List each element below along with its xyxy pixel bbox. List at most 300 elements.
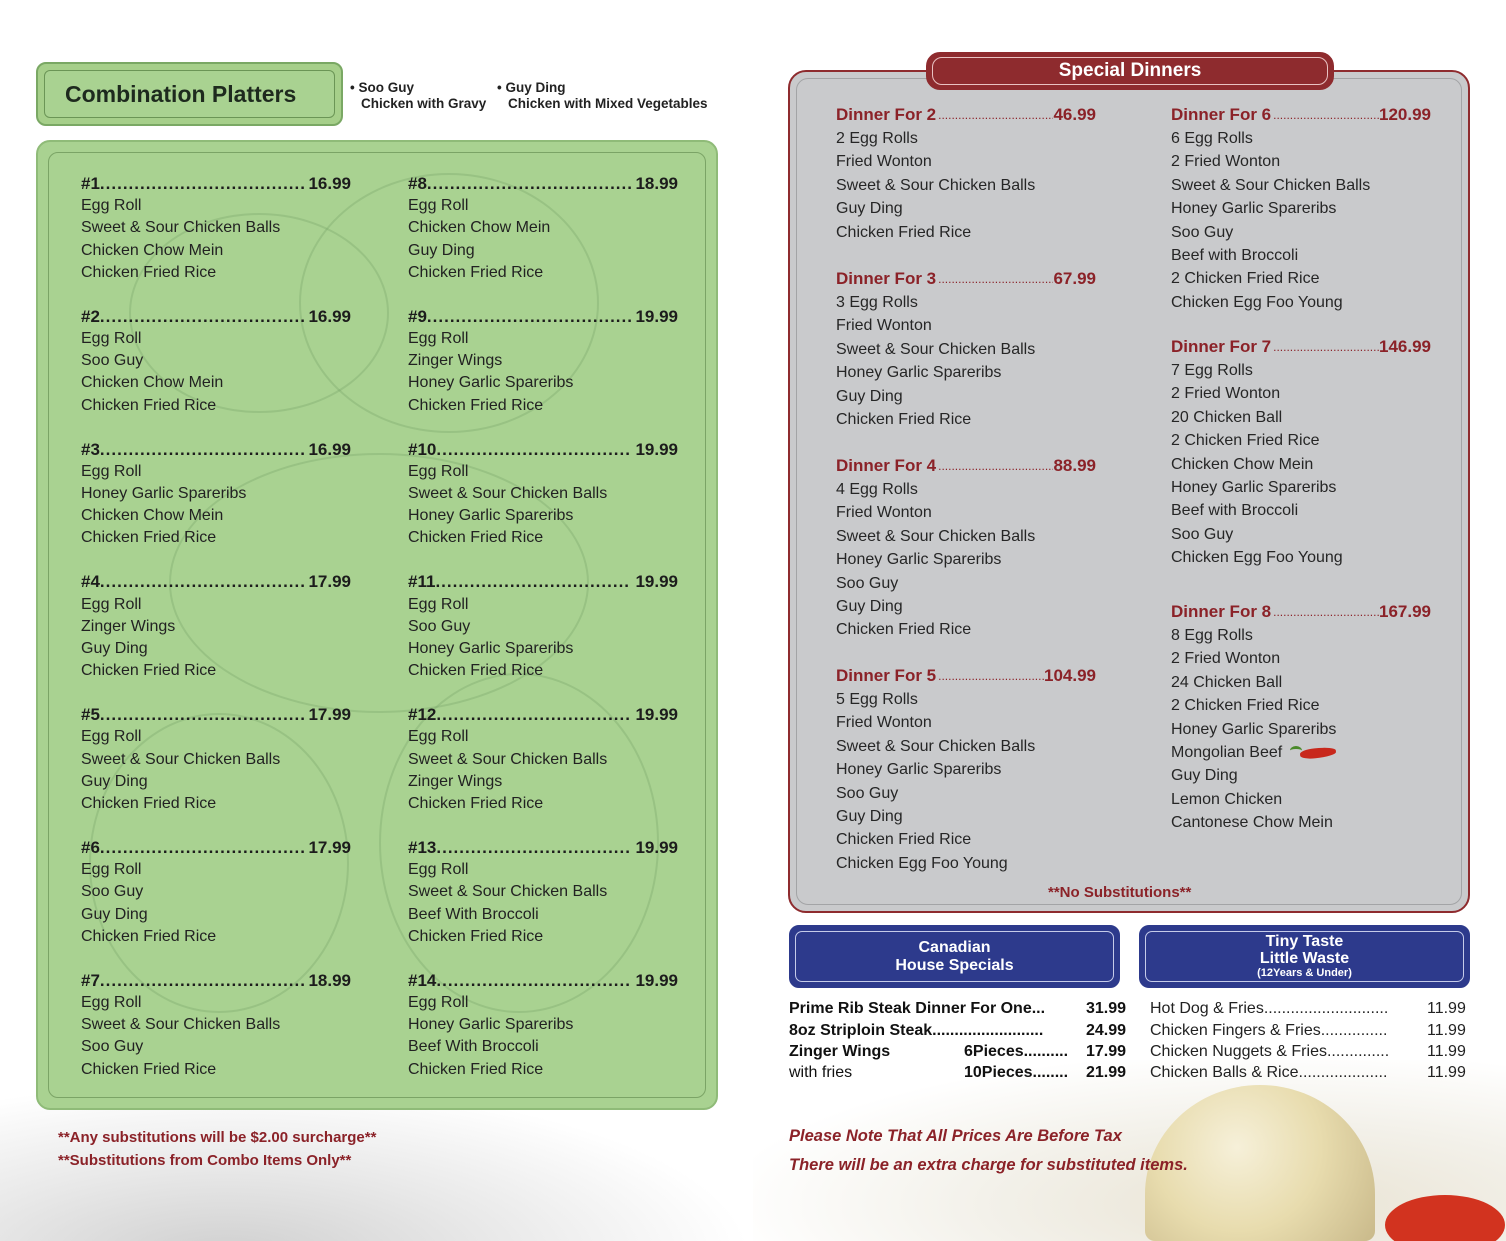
dinner-item-label: Guy Ding xyxy=(1171,767,1238,785)
special-dinner xyxy=(836,267,1096,431)
platter-number: #5 xyxy=(81,705,100,725)
dinner-item-label: Sweet & Sour Chicken Balls xyxy=(836,176,1036,194)
dinner-header xyxy=(1171,335,1431,359)
surcharge-note: **Any substitutions will be $2.00 surcharge** xyxy=(58,1129,377,1146)
platter-item: Guy Ding xyxy=(81,772,148,790)
platter-number: #7 xyxy=(81,970,100,990)
platter-item: Zinger Wings xyxy=(81,617,176,635)
platter-item: Chicken Fried Rice xyxy=(408,529,544,547)
platter-item: Sweet & Sour Chicken Balls xyxy=(81,750,281,768)
dinner-item-label: 3 Egg Rolls xyxy=(836,294,918,311)
dinner-item xyxy=(1171,764,1431,787)
combo-platter xyxy=(408,173,678,284)
dinner-item xyxy=(836,805,1096,828)
platter-item: Soo Guy xyxy=(81,1038,144,1056)
dinner-item xyxy=(836,408,1096,431)
platter-number: #14 xyxy=(408,970,437,990)
platter-item: Chicken Chow Mein xyxy=(81,507,224,525)
dinner-header xyxy=(836,664,1096,688)
platter-price: 19.99 xyxy=(635,439,678,459)
platter-number: #6 xyxy=(81,838,100,857)
platter-header xyxy=(408,970,678,992)
dinner-item-label: Sweet & Sour Chicken Balls xyxy=(836,340,1036,358)
item-price: 31.99 xyxy=(1086,1000,1127,1017)
dinner-item-label: 5 Egg Rolls xyxy=(836,691,918,708)
dinner-item xyxy=(836,197,1096,220)
dinner-item xyxy=(1171,174,1431,197)
platter-item: Chicken Chow Mein xyxy=(81,241,224,259)
dinner-item-label: Fried Wonton xyxy=(836,504,932,522)
platter-item: Chicken Fried Rice xyxy=(81,263,217,281)
platter-item: Egg Roll xyxy=(408,197,469,215)
dinner-item xyxy=(1171,624,1431,647)
dinner-item-label: 2 Chicken Fried Rice xyxy=(1171,432,1320,450)
special-dinner xyxy=(1171,600,1431,835)
item-qty: 6Pieces.......... xyxy=(964,1043,1069,1060)
dinner-item-label: Honey Garlic Spareribs xyxy=(836,551,1002,569)
platter-price: 18.99 xyxy=(308,970,351,990)
combo-platter xyxy=(81,970,351,1081)
dinner-item xyxy=(836,735,1096,758)
leader-dots xyxy=(936,454,1053,478)
platter-header xyxy=(408,837,678,859)
item-name: 8oz Striploin Steak......................... xyxy=(789,1022,1044,1039)
platter-header xyxy=(81,571,351,593)
kids-price: 11.99 xyxy=(1427,1000,1466,1017)
dinner-item xyxy=(836,852,1096,875)
dinner-header xyxy=(836,103,1096,127)
dinner-item-label: 20 Chicken Ball xyxy=(1171,408,1283,426)
item-name: Prime Rib Steak Dinner For One... xyxy=(789,1000,1046,1017)
kids-age-note: (12Years & Under) xyxy=(1257,967,1352,979)
dinner-item-label: Mongolian Beef xyxy=(1171,744,1283,762)
platter-header xyxy=(81,173,351,195)
dinner-item-label: Chicken Egg Foo Young xyxy=(1171,549,1343,567)
platter-item: Beef With Broccoli xyxy=(408,905,539,923)
dinner-item xyxy=(836,525,1096,548)
platter-price: 17.99 xyxy=(308,705,351,725)
dinner-header xyxy=(1171,600,1431,624)
dinner-item-label: Chicken Fried Rice xyxy=(836,831,972,849)
platter-item: Egg Roll xyxy=(408,994,469,1011)
dinner-item-label: Beef with Broccoli xyxy=(1171,247,1299,265)
dinner-item-label: 2 Chicken Fried Rice xyxy=(1171,270,1320,288)
kids-row: Chicken Nuggets & Fries.............. xyxy=(1150,1043,1390,1060)
dinner-price: 146.99 xyxy=(1379,337,1431,356)
dinner-name: Dinner For 5 xyxy=(836,666,937,685)
dinner-item xyxy=(836,595,1096,618)
dinner-item xyxy=(1171,476,1431,499)
platter-price: 16.99 xyxy=(308,174,351,193)
canadian-title-1: Canadian xyxy=(918,938,991,956)
platter-item: Chicken Fried Rice xyxy=(81,927,217,945)
dinner-item-label: Honey Garlic Spareribs xyxy=(836,364,1002,382)
combo-notes xyxy=(58,1126,376,1172)
platter-item: Chicken Fried Rice xyxy=(81,1060,217,1078)
dinner-item-label: Sweet & Sour Chicken Balls xyxy=(1171,176,1371,194)
dinner-item xyxy=(836,501,1096,524)
dinner-item xyxy=(836,361,1096,384)
dinner-item xyxy=(1171,429,1431,452)
platter-item: Chicken Fried Rice xyxy=(81,795,217,812)
dinner-item xyxy=(836,711,1096,734)
no-substitutions-note: **No Substitutions** xyxy=(1048,884,1192,901)
dinner-item xyxy=(836,688,1096,711)
platter-item: Egg Roll xyxy=(408,595,469,613)
dinner-item xyxy=(1171,523,1431,546)
combo-platter xyxy=(81,704,351,815)
platter-item: Chicken Fried Rice xyxy=(408,263,544,281)
dinner-price: 67.99 xyxy=(1053,269,1096,288)
dinner-item-label: 2 Fried Wonton xyxy=(1171,385,1281,403)
leader-dots xyxy=(436,439,631,461)
combo-platter xyxy=(408,704,678,815)
special-dinner xyxy=(1171,335,1431,570)
platter-item: Sweet & Sour Chicken Balls xyxy=(81,1016,281,1034)
dinner-item xyxy=(1171,406,1431,429)
dinner-item-label: Soo Guy xyxy=(836,574,899,592)
dinner-name: Dinner For 7 xyxy=(1171,337,1272,356)
platter-item: Egg Roll xyxy=(408,330,469,347)
dinner-item-label: 2 Fried Wonton xyxy=(1171,153,1281,171)
platter-item: Egg Roll xyxy=(408,728,469,746)
platter-price: 19.99 xyxy=(635,838,678,857)
dinner-item-label: Guy Ding xyxy=(836,200,903,218)
platter-item: Honey Garlic Spareribs xyxy=(408,374,574,392)
platter-item: Honey Garlic Spareribs xyxy=(408,1016,574,1034)
platter-item: Chicken Fried Rice xyxy=(408,927,544,945)
dinner-price: 104.99 xyxy=(1044,666,1096,685)
legend-desc: Chicken with Mixed Vegetables xyxy=(508,96,708,111)
combo-platter xyxy=(81,306,351,417)
item-qty: 10Pieces........ xyxy=(964,1064,1069,1081)
dinner-item-label: Chicken Fried Rice xyxy=(836,223,972,241)
platter-item: Guy Ding xyxy=(81,640,148,657)
platter-item: Egg Roll xyxy=(81,994,142,1011)
dinner-item-label: Soo Guy xyxy=(836,784,899,802)
dinner-item xyxy=(836,782,1096,805)
dinner-item xyxy=(1171,267,1431,290)
item-price: 17.99 xyxy=(1086,1043,1127,1060)
platter-number: #8 xyxy=(408,174,427,193)
dinner-item xyxy=(1171,718,1431,741)
dinner-item-label: Soo Guy xyxy=(1171,223,1234,241)
special-dinners-title: Special Dinners xyxy=(932,57,1328,85)
combo-platter xyxy=(408,571,678,682)
dinner-name: Dinner For 2 xyxy=(836,105,937,124)
leader-dots xyxy=(100,704,305,726)
canadian-row xyxy=(789,1000,1045,1018)
dinner-price: 120.99 xyxy=(1379,105,1431,124)
platter-header xyxy=(408,439,678,461)
dinner-item xyxy=(1171,694,1431,717)
leader-dots xyxy=(1271,103,1379,127)
special-dinner xyxy=(836,664,1096,875)
legend-item-guy-ding: • Guy Ding Chicken with Mixed Vegetables xyxy=(497,80,708,111)
combo-title: Combination Platters xyxy=(44,70,335,118)
dinner-item-label: Beef with Broccoli xyxy=(1171,502,1299,520)
canadian-row xyxy=(789,1043,890,1061)
dinner-item-label: Fried Wonton xyxy=(836,153,932,171)
platter-item: Chicken Fried Rice xyxy=(408,1060,544,1078)
platter-header xyxy=(408,306,678,328)
dinner-item xyxy=(1171,647,1431,670)
platter-header xyxy=(81,704,351,726)
platter-item: Egg Roll xyxy=(81,462,142,480)
leader-dots xyxy=(100,837,305,859)
kids-row: Chicken Fingers & Fries............... xyxy=(1150,1022,1388,1039)
dinner-item-label: Sweet & Sour Chicken Balls xyxy=(836,737,1036,755)
platter-item: Soo Guy xyxy=(81,352,144,370)
dinner-item-label: Cantonese Chow Mein xyxy=(1171,814,1333,832)
platter-price: 19.99 xyxy=(635,306,678,326)
leader-dots xyxy=(100,173,305,195)
combo-platter xyxy=(408,306,678,417)
special-dinner xyxy=(1171,103,1431,314)
dinner-item xyxy=(836,338,1096,361)
dinner-item xyxy=(1171,244,1431,267)
platter-price: 19.99 xyxy=(635,572,678,592)
platter-number: #10 xyxy=(408,439,437,459)
kids-menu-header xyxy=(1139,925,1470,988)
dinner-item-label: Chicken Chow Mein xyxy=(1171,455,1314,473)
dinner-item-label: Fried Wonton xyxy=(836,317,932,335)
dinner-name: Dinner For 8 xyxy=(1171,602,1272,621)
dinner-item-label: Chicken Egg Foo Young xyxy=(836,854,1008,872)
leader-dots xyxy=(100,970,305,992)
platter-number: #3 xyxy=(81,439,100,459)
legend-name: Guy Ding xyxy=(505,80,566,95)
legend-desc: Chicken with Gravy xyxy=(361,96,487,111)
leader-dots xyxy=(427,306,632,328)
dinner-item xyxy=(836,828,1096,851)
combo-platter xyxy=(81,173,351,284)
leader-dots xyxy=(435,571,631,593)
platter-header xyxy=(81,837,351,859)
canadian-row xyxy=(789,1022,1043,1040)
platter-item: Honey Garlic Spareribs xyxy=(408,507,574,525)
dinner-item-label: Honey Garlic Spareribs xyxy=(1171,720,1337,738)
kids-row: Hot Dog & Fries............................ xyxy=(1150,1000,1389,1017)
platter-item: Chicken Fried Rice xyxy=(408,396,544,414)
platter-header xyxy=(408,173,678,195)
platter-header xyxy=(81,306,351,328)
dinner-item xyxy=(1171,150,1431,173)
dinner-item xyxy=(836,758,1096,781)
platter-number: #12 xyxy=(408,705,437,725)
platter-number: #1 xyxy=(81,174,100,193)
platter-item: Chicken Fried Rice xyxy=(81,396,217,414)
dinner-item-label: Chicken Fried Rice xyxy=(836,621,972,639)
platter-item: Honey Garlic Spareribs xyxy=(408,640,574,657)
special-dinners-tab xyxy=(926,52,1334,90)
platter-item: Chicken Fried Rice xyxy=(408,795,544,812)
dinner-item-label: Soo Guy xyxy=(1171,525,1234,543)
leader-dots xyxy=(1271,600,1379,624)
platter-header xyxy=(408,704,678,726)
leader-dots xyxy=(100,439,305,461)
combo-platter xyxy=(408,837,678,948)
dinner-item-label: Guy Ding xyxy=(836,808,903,826)
dinner-item xyxy=(836,127,1096,150)
dinner-header xyxy=(836,454,1096,478)
platter-number: #2 xyxy=(81,306,100,326)
platter-item: Egg Roll xyxy=(408,861,469,879)
dinner-item xyxy=(836,548,1096,571)
platter-number: #13 xyxy=(408,838,437,857)
dinner-item xyxy=(836,150,1096,173)
kids-title-2: Little Waste xyxy=(1259,950,1350,967)
combo-platter xyxy=(81,439,351,550)
combo-platter xyxy=(81,571,351,682)
platter-price: 16.99 xyxy=(308,439,351,459)
platter-item: Egg Roll xyxy=(81,861,142,879)
dinner-name: Dinner For 6 xyxy=(1171,105,1272,124)
dinner-item xyxy=(1171,788,1431,811)
platter-item: Guy Ding xyxy=(408,241,475,259)
platter-item: Egg Roll xyxy=(81,330,142,347)
dinner-item xyxy=(1171,382,1431,405)
canadian-title-2: House Specials xyxy=(895,956,1014,974)
dinner-header xyxy=(836,267,1096,291)
platter-header xyxy=(408,571,678,593)
tax-note: Please Note That All Prices Are Before Tax xyxy=(789,1127,1122,1145)
dinner-item-label: Chicken Egg Foo Young xyxy=(1171,293,1343,311)
leader-dots xyxy=(1271,335,1379,359)
combo-only-note: **Substitutions from Combo Items Only** xyxy=(58,1152,352,1169)
platter-item: Zinger Wings xyxy=(408,772,503,790)
platter-number: #4 xyxy=(81,572,100,592)
dinner-item-label: Guy Ding xyxy=(836,387,903,405)
platter-item: Sweet & Sour Chicken Balls xyxy=(408,485,608,502)
dinner-name: Dinner For 3 xyxy=(836,269,937,288)
platter-price: 16.99 xyxy=(308,306,351,326)
platter-header xyxy=(81,439,351,461)
dinner-item-label: 8 Egg Rolls xyxy=(1171,627,1253,644)
platter-item: Guy Ding xyxy=(81,905,148,923)
kids-price: 11.99 xyxy=(1427,1043,1466,1060)
leader-dots xyxy=(100,306,305,328)
dinner-item xyxy=(1171,546,1431,569)
dinner-item-label: 2 Fried Wonton xyxy=(1171,650,1281,668)
combo-platter xyxy=(408,970,678,1081)
platter-item: Sweet & Sour Chicken Balls xyxy=(408,750,608,768)
leader-dots xyxy=(427,173,632,195)
dinner-item-label: 2 Chicken Fried Rice xyxy=(1171,697,1320,715)
dinner-item-label: 6 Egg Rolls xyxy=(1171,130,1253,147)
dinner-price: 88.99 xyxy=(1053,456,1096,475)
platter-item: Egg Roll xyxy=(81,728,142,746)
item-price: 21.99 xyxy=(1086,1064,1127,1081)
platter-item: Soo Guy xyxy=(81,883,144,901)
dinner-item xyxy=(836,385,1096,408)
canadian-specials-header xyxy=(789,925,1120,988)
dinner-item-label: Honey Garlic Spareribs xyxy=(836,761,1002,779)
platter-item: Honey Garlic Spareribs xyxy=(81,485,247,502)
dinner-item xyxy=(1171,671,1431,694)
dinner-item-label: Honey Garlic Spareribs xyxy=(1171,200,1337,218)
leader-dots xyxy=(100,571,305,593)
platter-item: Sweet & Sour Chicken Balls xyxy=(81,219,281,237)
platter-item: Chicken Chow Mein xyxy=(81,374,224,392)
combo-title-box xyxy=(36,62,343,126)
dinner-item xyxy=(836,478,1096,501)
canadian-row xyxy=(789,1064,852,1082)
substitution-charge-note: There will be an extra charge for substituted items. xyxy=(789,1156,1188,1174)
dinner-item xyxy=(836,572,1096,595)
special-dinner xyxy=(836,454,1096,642)
dinner-item xyxy=(1171,499,1431,522)
platter-item: Beef With Broccoli xyxy=(408,1038,539,1056)
dinner-item xyxy=(1171,359,1431,382)
platter-item: Chicken Fried Rice xyxy=(81,662,217,680)
platter-item: Egg Roll xyxy=(408,462,469,480)
dinner-price: 167.99 xyxy=(1379,602,1431,621)
kids-price: 11.99 xyxy=(1427,1064,1466,1081)
dinner-item-label: 4 Egg Rolls xyxy=(836,481,918,498)
legend-name: Soo Guy xyxy=(358,80,414,95)
dinner-item xyxy=(836,291,1096,314)
dinner-item-label: Sweet & Sour Chicken Balls xyxy=(836,527,1036,545)
dinner-item xyxy=(836,174,1096,197)
dinner-item xyxy=(1171,291,1431,314)
platter-header xyxy=(81,970,351,992)
kids-title-1: Tiny Taste xyxy=(1265,933,1344,950)
leader-dots xyxy=(936,664,1044,688)
platter-number: #9 xyxy=(408,306,427,326)
dinner-item xyxy=(1171,197,1431,220)
platter-price: 17.99 xyxy=(308,838,351,857)
platter-number: #11 xyxy=(408,572,436,592)
dinner-item xyxy=(1171,221,1431,244)
dinner-item xyxy=(1171,741,1431,764)
dinner-item-label: Fried Wonton xyxy=(836,714,932,732)
dinner-price: 46.99 xyxy=(1053,105,1096,124)
platter-price: 18.99 xyxy=(635,174,678,193)
chili-pepper-icon xyxy=(1290,746,1336,760)
dinner-header xyxy=(1171,103,1431,127)
platter-item: Chicken Fried Rice xyxy=(408,662,544,680)
platter-item: Chicken Chow Mein xyxy=(408,219,551,237)
kids-row: Chicken Balls & Rice.................... xyxy=(1150,1064,1388,1081)
platter-item: Soo Guy xyxy=(408,617,471,635)
dinner-item-label: Lemon Chicken xyxy=(1171,790,1283,808)
leader-dots xyxy=(936,103,1053,127)
dinner-item-label: 7 Egg Rolls xyxy=(1171,362,1253,379)
dinner-name: Dinner For 4 xyxy=(836,456,937,475)
platter-item: Egg Roll xyxy=(81,197,142,215)
dinner-item-label: Guy Ding xyxy=(836,598,903,616)
platter-item: Egg Roll xyxy=(81,595,142,613)
item-name: with fries xyxy=(789,1064,853,1081)
leader-dots xyxy=(436,970,631,992)
platter-item: Sweet & Sour Chicken Balls xyxy=(408,883,608,901)
dinner-item xyxy=(1171,811,1431,834)
platter-item: Chicken Fried Rice xyxy=(81,529,217,547)
platter-price: 19.99 xyxy=(635,970,678,990)
item-price: 24.99 xyxy=(1086,1022,1127,1039)
kids-price: 11.99 xyxy=(1427,1022,1466,1039)
dinner-item xyxy=(1171,453,1431,476)
special-dinner xyxy=(836,103,1096,244)
dinner-item xyxy=(836,221,1096,244)
combo-platter xyxy=(408,439,678,550)
dinner-item-label: Honey Garlic Spareribs xyxy=(1171,479,1337,497)
dinner-item xyxy=(836,618,1096,641)
dinner-item-label: 2 Egg Rolls xyxy=(836,130,918,147)
dinner-item-label: Chicken Fried Rice xyxy=(836,411,972,429)
dinner-item-label: 24 Chicken Ball xyxy=(1171,673,1283,691)
